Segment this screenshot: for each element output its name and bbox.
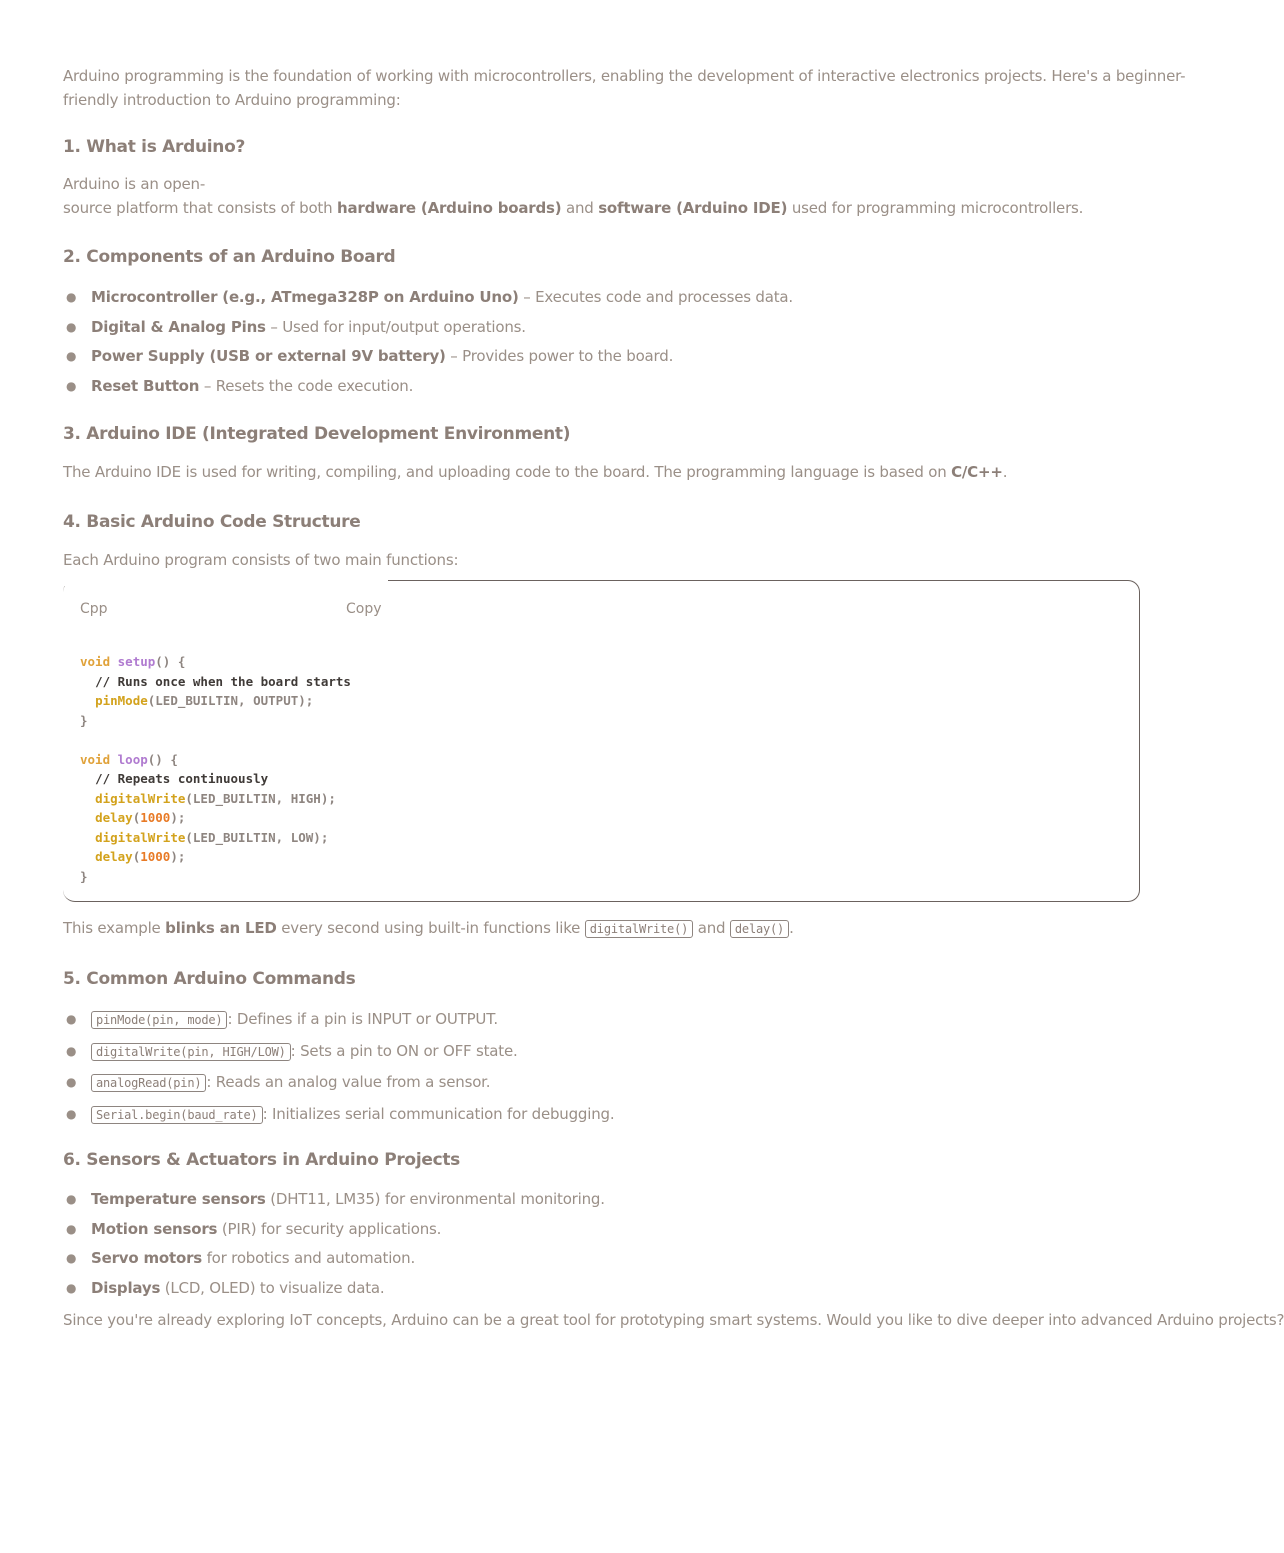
bullet-icon: ●: [66, 1075, 77, 1089]
section-what-is-arduino: [63, 134, 1148, 220]
bold-software: software (Arduino IDE): [598, 199, 788, 217]
intro-line-1: Arduino programming is the foundation of working with microcontrollers, enabling the development of interactive electronics projects. Here's a beginner-: [63, 67, 1186, 85]
s3-text: The Arduino IDE is used for writing, compiling, and uploading code to the board. The programming language is based on C/C++.: [63, 463, 1008, 481]
closing: [63, 1308, 1284, 1332]
commands-list: [63, 1007, 1148, 1127]
list-item: ● Temperature sensors (DHT11, LM35) for environmental monitoring.: [63, 1187, 1148, 1211]
bullet-icon: ●: [66, 1251, 77, 1265]
section-heading: 1. What is Arduino?: [63, 137, 246, 157]
bullet-icon: ●: [66, 1043, 77, 1058]
after-code: [63, 916, 1148, 941]
code-language-label: Cpp: [80, 601, 108, 617]
code-block-gap: [63, 578, 388, 586]
list-item: ● Microcontroller (e.g., ATmega328P on Arduino Uno) – Executes code and processes data.: [63, 285, 1148, 309]
bullet-icon: ●: [66, 1280, 77, 1295]
section-heading: 3. Arduino IDE (Integrated Development Environment): [63, 424, 571, 444]
list-item: ● pinMode(pin, mode) : Defines if a pin is INPUT or OUTPUT.: [63, 1007, 1148, 1032]
inline-code: digitalWrite(): [585, 920, 693, 938]
section-code-structure: [63, 509, 1148, 572]
intro: [63, 64, 1186, 112]
section-heading: 5. Common Arduino Commands: [63, 969, 356, 989]
section-heading: 6. Sensors & Actuators in Arduino Projects: [63, 1150, 460, 1170]
bullet-icon: ●: [66, 1106, 77, 1121]
bullet-icon: ●: [66, 1192, 77, 1206]
list-item: ● Reset Button – Resets the code execution.: [63, 374, 1148, 398]
code-content: void setup() { // Runs once when the board starts pinMode(LED_BUILTIN, OUTPUT); } void loop() { // Repeats continuously digitalWrite(LED_BUILTIN, HIGH); delay(1000); digitalWrite(LED_BUILTIN, LOW); delay(1000); }: [80, 654, 351, 884]
section-heading: 4. Basic Arduino Code Structure: [63, 512, 361, 532]
section-commands: [63, 966, 1148, 1127]
code-block: [63, 580, 1140, 902]
after-code-text: This example blinks an LED every second using built-in functions like digitalWrite() and delay() .: [63, 919, 794, 937]
list-item: ● digitalWrite(pin, HIGH/LOW) : Sets a pin to ON or OFF state.: [63, 1039, 1148, 1064]
list-item: ● Serial.begin(baud_rate) : Initializes serial communication for debugging.: [63, 1102, 1148, 1127]
section-sensors: [63, 1147, 1148, 1300]
list-item: ● Motion sensors (PIR) for security applications.: [63, 1217, 1148, 1241]
s1-line-1: Arduino is an open-: [63, 175, 206, 193]
list-item: ● Displays (LCD, OLED) to visualize data.: [63, 1276, 1148, 1300]
section-ide: [63, 421, 1148, 484]
bullet-icon: ●: [66, 290, 77, 304]
bullet-icon: ●: [66, 349, 77, 363]
bullet-icon: ●: [66, 319, 77, 334]
closing-text: Since you're already exploring IoT concepts, Arduino can be a great tool for prototyping smart systems. Would you like to dive deeper into advanced Arduino projects?: [63, 1311, 1284, 1329]
list-item: ● Servo motors for robotics and automation.: [63, 1246, 1148, 1270]
s1-line-2: source platform that consists of both hardware (Arduino boards) and software (Arduino IDE) used for programming microcontrollers.: [63, 199, 1084, 217]
bullet-icon: ●: [66, 378, 77, 393]
components-list: [63, 285, 1148, 398]
bullet-icon: ●: [66, 1221, 77, 1236]
list-item: ● Digital & Analog Pins – Used for input/output operations.: [63, 315, 1148, 339]
list-item: ● Power Supply (USB or external 9V battery) – Provides power to the board.: [63, 344, 1148, 368]
list-item: ● analogRead(pin) : Reads an analog value from a sensor.: [63, 1070, 1148, 1095]
bold-hardware: hardware (Arduino boards): [337, 199, 562, 217]
sensors-list: [63, 1187, 1148, 1300]
bullet-icon: ●: [66, 1012, 77, 1026]
s4-lead: Each Arduino program consists of two main functions:: [63, 551, 459, 569]
intro-line-2: friendly introduction to Arduino programming:: [63, 91, 401, 109]
section-heading: 2. Components of an Arduino Board: [63, 247, 396, 267]
section-components: [63, 244, 1148, 398]
inline-code: delay(): [730, 920, 789, 938]
copy-button[interactable]: Copy: [346, 601, 382, 617]
